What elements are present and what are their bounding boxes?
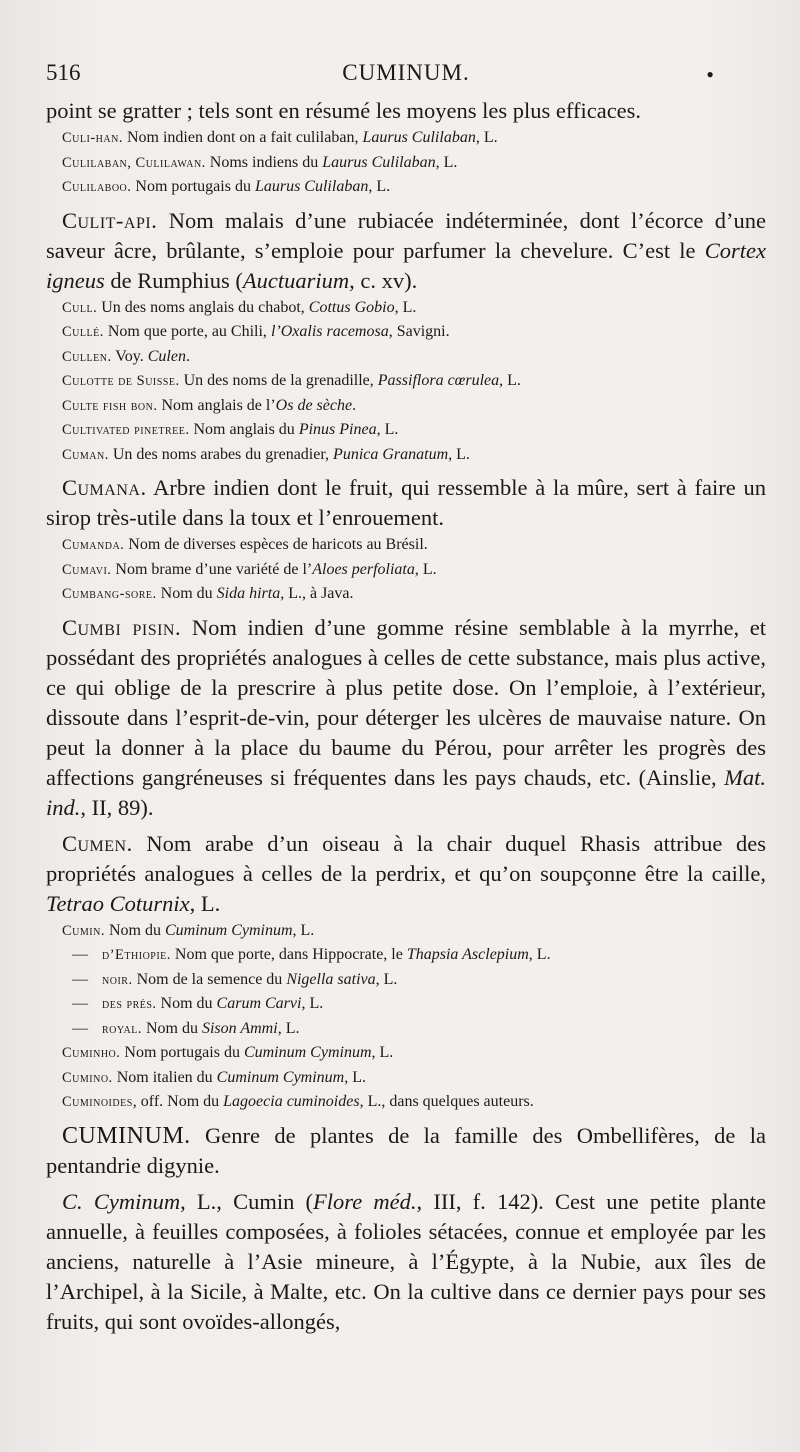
running-head <box>46 60 766 96</box>
entry-cuminoides: Cuminoides, off. Nom du Lagoecia cuminoides, L., dans quelques auteurs. <box>62 1093 534 1110</box>
entry-term: Culit-api. <box>62 207 158 233</box>
ink-dot: • <box>706 62 714 87</box>
entry-cuminum-cyminum: C. Cyminum, L., Cumin (Flore méd., III, f. 142). Cest une petite plante annuelle, à feuilles composées, à folioles sétacées, connue et employée par les anciens, naturelle à l’Asie mineure, à l’Égypte, à la Nubie, aux îles de l’Archipel, à la Sicile, à Malte, etc. On la cultive dans ce dernier pays pour ses fruits, qui sont ovoïdes-allongés, <box>46 1188 767 1334</box>
paragraph-continuation: point se gratter ; tels sont en résumé les moyens les plus efficaces. <box>46 98 642 123</box>
entry-term: Culotte de Suisse. <box>62 373 180 389</box>
entry-term: Cumana. <box>62 475 147 500</box>
entry-cumino: Cumino. Nom italien du Cuminum Cyminum, L. <box>62 1068 367 1086</box>
entry-cullen: Cullen. Voy. Culen. <box>62 347 190 365</box>
entry-term: Culilaboo. <box>62 179 132 195</box>
entry-cumbang-sore: Cumbang-sore. Nom du Sida hirta, L., à Java. <box>62 585 354 602</box>
entry-cuminum-genus: CUMINUM. Genre de plantes de la famille des Ombellifères, de la pentandrie digynie. <box>46 1122 766 1178</box>
entry-term: Culilaban, Culilawan. <box>62 154 206 171</box>
entry-term: Cull. <box>62 299 98 316</box>
entry-term: Cuminho. <box>62 1045 121 1061</box>
entry-term: Cullé. <box>62 324 104 340</box>
entry-term: Cullen. <box>62 348 112 365</box>
entry-cumana: Cumana. Arbre indien dont le fruit, qui ressemble à la mûre, sert à faire un sirop très-utile dans la toux et l’enrouement. <box>46 475 766 530</box>
entry-cumen: Cumen. Nom arabe d’un oiseau à la chair duquel Rhasis attribue des propriétés analogues à celles de la perdrix, et qu’on soupçonne être la caille, Tetrao Coturnix, L. <box>46 830 766 916</box>
entry-cumanda: Cumanda. Nom de diverses espèces de haricots au Brésil. <box>62 536 428 553</box>
entry-cultivated: Cultivated pinetree. Nom anglais du Pinus Pinea, L. <box>62 421 399 438</box>
entry-term: Cumbang-sore. <box>62 586 157 602</box>
entry-cuminho: Cuminho. Nom portugais du Cuminum Cyminum, L. <box>62 1044 394 1061</box>
entry-term: Cumen. <box>62 830 133 856</box>
entry-term: Cumanda. <box>62 537 125 553</box>
entry-culotte: Culotte de Suisse. Un des noms de la grenadille, Passiflora cœrulea, L. <box>62 372 521 389</box>
entry-cumin-royal: — royal. Nom du Sison Ammi, L. <box>72 1019 300 1037</box>
entry-cumin-noir: — noir. Nom de la semence du Nigella sativa, L. <box>72 970 398 988</box>
entry-cumavi: Cumavi. Nom brame d’une variété de l’Aloes perfoliata, L. <box>62 560 437 578</box>
entry-term: Cumavi. <box>62 561 112 578</box>
entry-term: Culi-han. <box>62 130 123 146</box>
entry-term: Cultivated pinetree. <box>62 422 190 438</box>
entry-cumin-ethiopie: — d’Ethiopie. Nom que porte, dans Hippocrate, le Thapsia Asclepium, L. <box>72 946 551 963</box>
entry-term: noir. <box>102 971 133 988</box>
entry-term: royal. <box>102 1020 142 1037</box>
entry-culit-api: Culit-api. Nom malais d’une rubiacée indéterminée, dont l’écorce d’une saveur âcre, brûlante, s’emploie pour parfumer la chevelure. C’est le Cortex igneus de Rumphius (Auctuarium, c. xv). <box>46 207 766 293</box>
entry-term: Cumbi pisin. <box>62 614 182 640</box>
entry-term: Cumino. <box>62 1069 113 1086</box>
entry-cull: Cull. Un des noms anglais du chabot, Cottus Gobio, L. <box>62 298 417 316</box>
running-title: CUMINUM. <box>342 60 470 85</box>
entry-term: Culte fish bon. <box>62 397 158 414</box>
entry-cumbi-pisin: Cumbi pisin. Nom indien d’une gomme résine semblable à la myrrhe, et possédant des propriétés analogues à celles de cette substance, mais plus active, ce qui oblige de la prescrire à plus petite dose. On l’emploie, à l’extérieur, dissoute dans l’esprit-de-vin, pour déterger les ulcères de mauvaise nature. On peut la donner à la place du baume du Pérou, pour arrêter les progrès des affections gangréneuses si fréquentes dans les pays chauds, etc. (Ainslie, Mat. ind., II, 89). <box>46 614 767 820</box>
entry-culi-han: Culi-han. Nom indien dont on a fait culilaban, Laurus Culilaban, L. <box>62 129 498 146</box>
entry-term: Cuman. <box>62 446 109 463</box>
entry-term: des prés. <box>102 996 157 1012</box>
entry-cuman: Cuman. Un des noms arabes du grenadier, Punica Granatum, L. <box>62 445 470 463</box>
entry-term: Cuminoides <box>62 1094 133 1110</box>
entry-cumin-des-pres: — des prés. Nom du Carum Carvi, L. <box>72 995 324 1012</box>
species-name: C. Cyminum <box>62 1188 181 1214</box>
entry-term: d’Ethiopie. <box>102 947 171 963</box>
entry-cumin: Cumin. Nom du Cuminum Cyminum, L. <box>62 921 315 939</box>
entry-term: Cumin. <box>62 922 105 939</box>
entry-culilaboo: Culilaboo. Nom portugais du Laurus Culilaban, L. <box>62 178 391 195</box>
entry-culte: Culte fish bon. Nom anglais de l’Os de sèche. <box>62 396 357 414</box>
page-number: 516 <box>46 60 81 85</box>
genus-heading: CUMINUM. <box>62 1122 191 1149</box>
entry-culilaban: Culilaban, Culilawan. Noms indiens du Laurus Culilaban, L. <box>62 153 458 171</box>
entry-culle: Cullé. Nom que porte, au Chili, l’Oxalis racemosa, Savigni. <box>62 323 450 340</box>
